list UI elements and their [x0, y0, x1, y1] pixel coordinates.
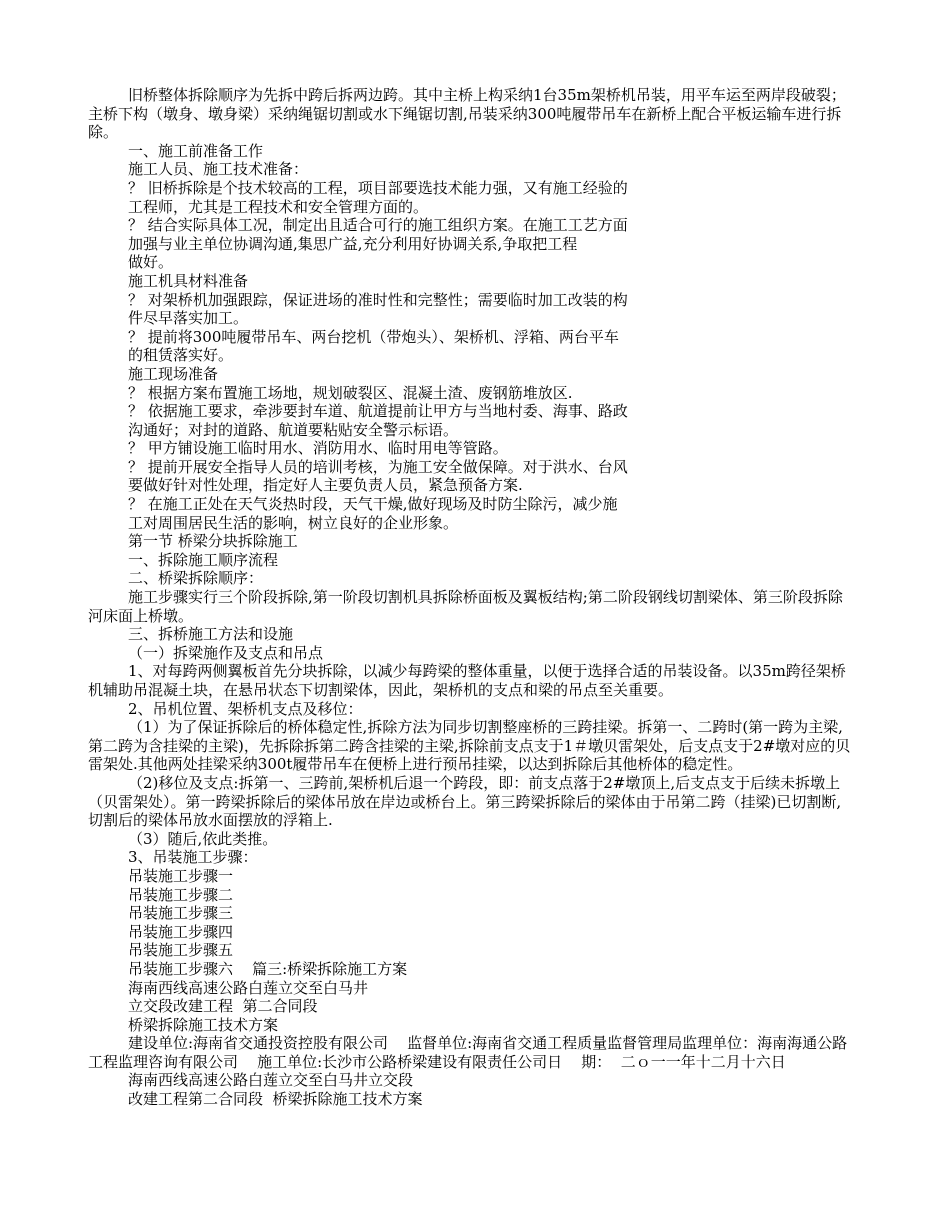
- project-title-line: 桥梁拆除施工技术方案: [128, 1015, 279, 1034]
- text-line: ？ 对架桥机加强跟踪，保证进场的准时性和完整性；需要临时加工改装的构: [128, 290, 628, 309]
- text-line: ？ 结合实际具体工况，制定出且适合可行的施工组织方案。在施工工艺方面: [128, 216, 628, 235]
- text-line: 工程师，尤其是工程技术和安全管理方面的。: [128, 197, 429, 216]
- paragraph: 施工步骤实行三个阶段拆除,第一阶段切割机具拆除桥面板及翼板结构;第二阶段钢线切割梁体、第三阶段拆除河床面上桥墩。: [88, 588, 843, 625]
- project-title-line: 改建工程第二合同段 桥梁拆除施工技术方案: [128, 1090, 423, 1109]
- step-item: 吊装施工步骤二: [128, 885, 234, 904]
- text-line: ？ 甲方铺设施工临时用水、消防用水、临时用电等管路。: [128, 439, 508, 458]
- paragraph: 1、对每跨两侧翼板首先分块拆除，以减少每跨梁的整体重量，以便于选择合适的吊装设备。以35m跨径架桥机辅助吊混凝土块，在悬吊状态下切割梁体，因此，架桥机的支点和梁的吊点至关重要。: [88, 662, 846, 699]
- document-body: [88, 86, 856, 1109]
- text-line: ？ 旧桥拆除是个技术较高的工程，项目部要选技术能力强，又有施工经验的: [128, 178, 628, 197]
- step-item: 吊装施工步骤三: [128, 904, 234, 923]
- section-heading: 一、拆除施工顺序流程: [128, 550, 279, 569]
- section-heading: 一、施工前准备工作: [128, 141, 264, 160]
- step-item: 吊装施工步骤五: [128, 941, 234, 960]
- subheading: 施工现场准备: [128, 364, 219, 383]
- paragraph: （2)移位及支点:拆第一、三跨前,架桥机后退一个跨段，即：前支点落于2#墩顶上,后支点支于后续未拆墩上（贝雷架处）。第一跨梁拆除后的梁体吊放在岸边或桥台上。第三跨梁拆除后的梁体由于吊第二跨（挂梁)已切割断,切割后的梁体吊放水面摆放的浮箱上.: [88, 773, 842, 830]
- project-title-line: 海南西线高速公路白莲立交至白马井立交段: [128, 1071, 414, 1090]
- text-line: 的租赁落实好。: [128, 346, 234, 365]
- text-line: 要做好针对性处理，指定好人主要负责人员，紧急预备方案.: [128, 476, 523, 495]
- project-title-line: 立交段改建工程 第二合同段: [128, 997, 318, 1016]
- intro-paragraph: 旧桥整体拆除顺序为先拆中跨后拆两边跨。其中主桥上构采纳1台35m架桥机吊装，用平车运至两岸段破裂；主桥下构（墩身、墩身梁）采纳绳锯切割或水下绳锯切割,吊装采纳300吨履带吊车在新桥上配合平板运输车进行拆除。: [88, 86, 846, 142]
- subheading: 3、吊装施工步骤：: [128, 848, 258, 867]
- section-heading: 三、拆桥施工方法和设施: [128, 625, 294, 644]
- text-line: ？ 根据方案布置施工场地，规划破裂区、混凝土渣、废钢筋堆放区.: [128, 383, 573, 402]
- text-line: 件尽早落实加工。: [128, 309, 249, 328]
- section-heading: 二、桥梁拆除顺序：: [128, 569, 264, 588]
- text-line: ？ 依据施工要求，牵涉要封车道、航道提前让甲方与当地村委、海事、路政: [128, 402, 628, 421]
- paragraph: （1）为了保证拆除后的桥体稳定性,拆除方法为同步切割整座桥的三跨挂梁。拆第一、二跨时(第一跨为主梁,第二跨为含挂梁的主梁)，先拆除拆第二跨含挂梁的主梁,拆除前支点支于1＃墩贝雷架处，后支点支于2#墩对应的贝雷架处.其他两处挂梁采纳300t履带吊车在便桥上进行预吊挂梁，以达到拆除后其他桥体的稳定性。: [88, 718, 851, 774]
- subheading: 2、吊机位置、架桥机支点及移位：: [128, 699, 363, 718]
- text-line: 沟通好；对封的道路、航道要粘贴安全警示标语。: [128, 420, 459, 439]
- text-line: 工对周围居民生活的影响，树立良好的企业形象。: [128, 513, 459, 532]
- step-item: 吊装施工步骤四: [128, 922, 234, 941]
- project-title-line: 海南西线高速公路白莲立交至白马井: [128, 978, 369, 997]
- subheading: 施工人员、施工技术准备：: [128, 160, 309, 179]
- text-line: （3）随后,依此类推。: [128, 829, 278, 848]
- subheading: （一）拆梁施作及支点和吊点: [128, 643, 324, 662]
- text-line: ？ 提前开展安全指导人员的培训考核，为施工安全做保障。对于洪水、台风: [128, 457, 628, 476]
- text-line: ？ 提前将300吨履带吊车、两台挖机（带炮头）、架桥机、浮箱、两台平车: [128, 327, 619, 346]
- section-heading: 第一节 桥梁分块拆除施工: [128, 532, 298, 551]
- text-line: 加强与业主单位协调沟通,集思广益,充分利用好协调关系,争取把工程: [128, 234, 578, 253]
- step-item: 吊装施工步骤一: [128, 866, 234, 885]
- step-item: 吊装施工步骤六 篇三:桥梁拆除施工方案: [128, 959, 408, 978]
- subheading: 施工机具材料准备: [128, 271, 249, 290]
- text-line: ？ 在施工正处在天气炎热时段，天气干燥,做好现场及时防尘除污，减少施: [128, 495, 618, 514]
- units-paragraph: 建设单位:海南省交通投资控股有限公司 监督单位:海南省交通工程质量监督管理局监理单位：海南海通公路工程监理咨询有限公司 施工单位:长沙市公路桥梁建设有限责任公司日 期： 二ｏ一一年十二月十六日: [88, 1034, 848, 1071]
- text-line: 做好。: [128, 253, 174, 272]
